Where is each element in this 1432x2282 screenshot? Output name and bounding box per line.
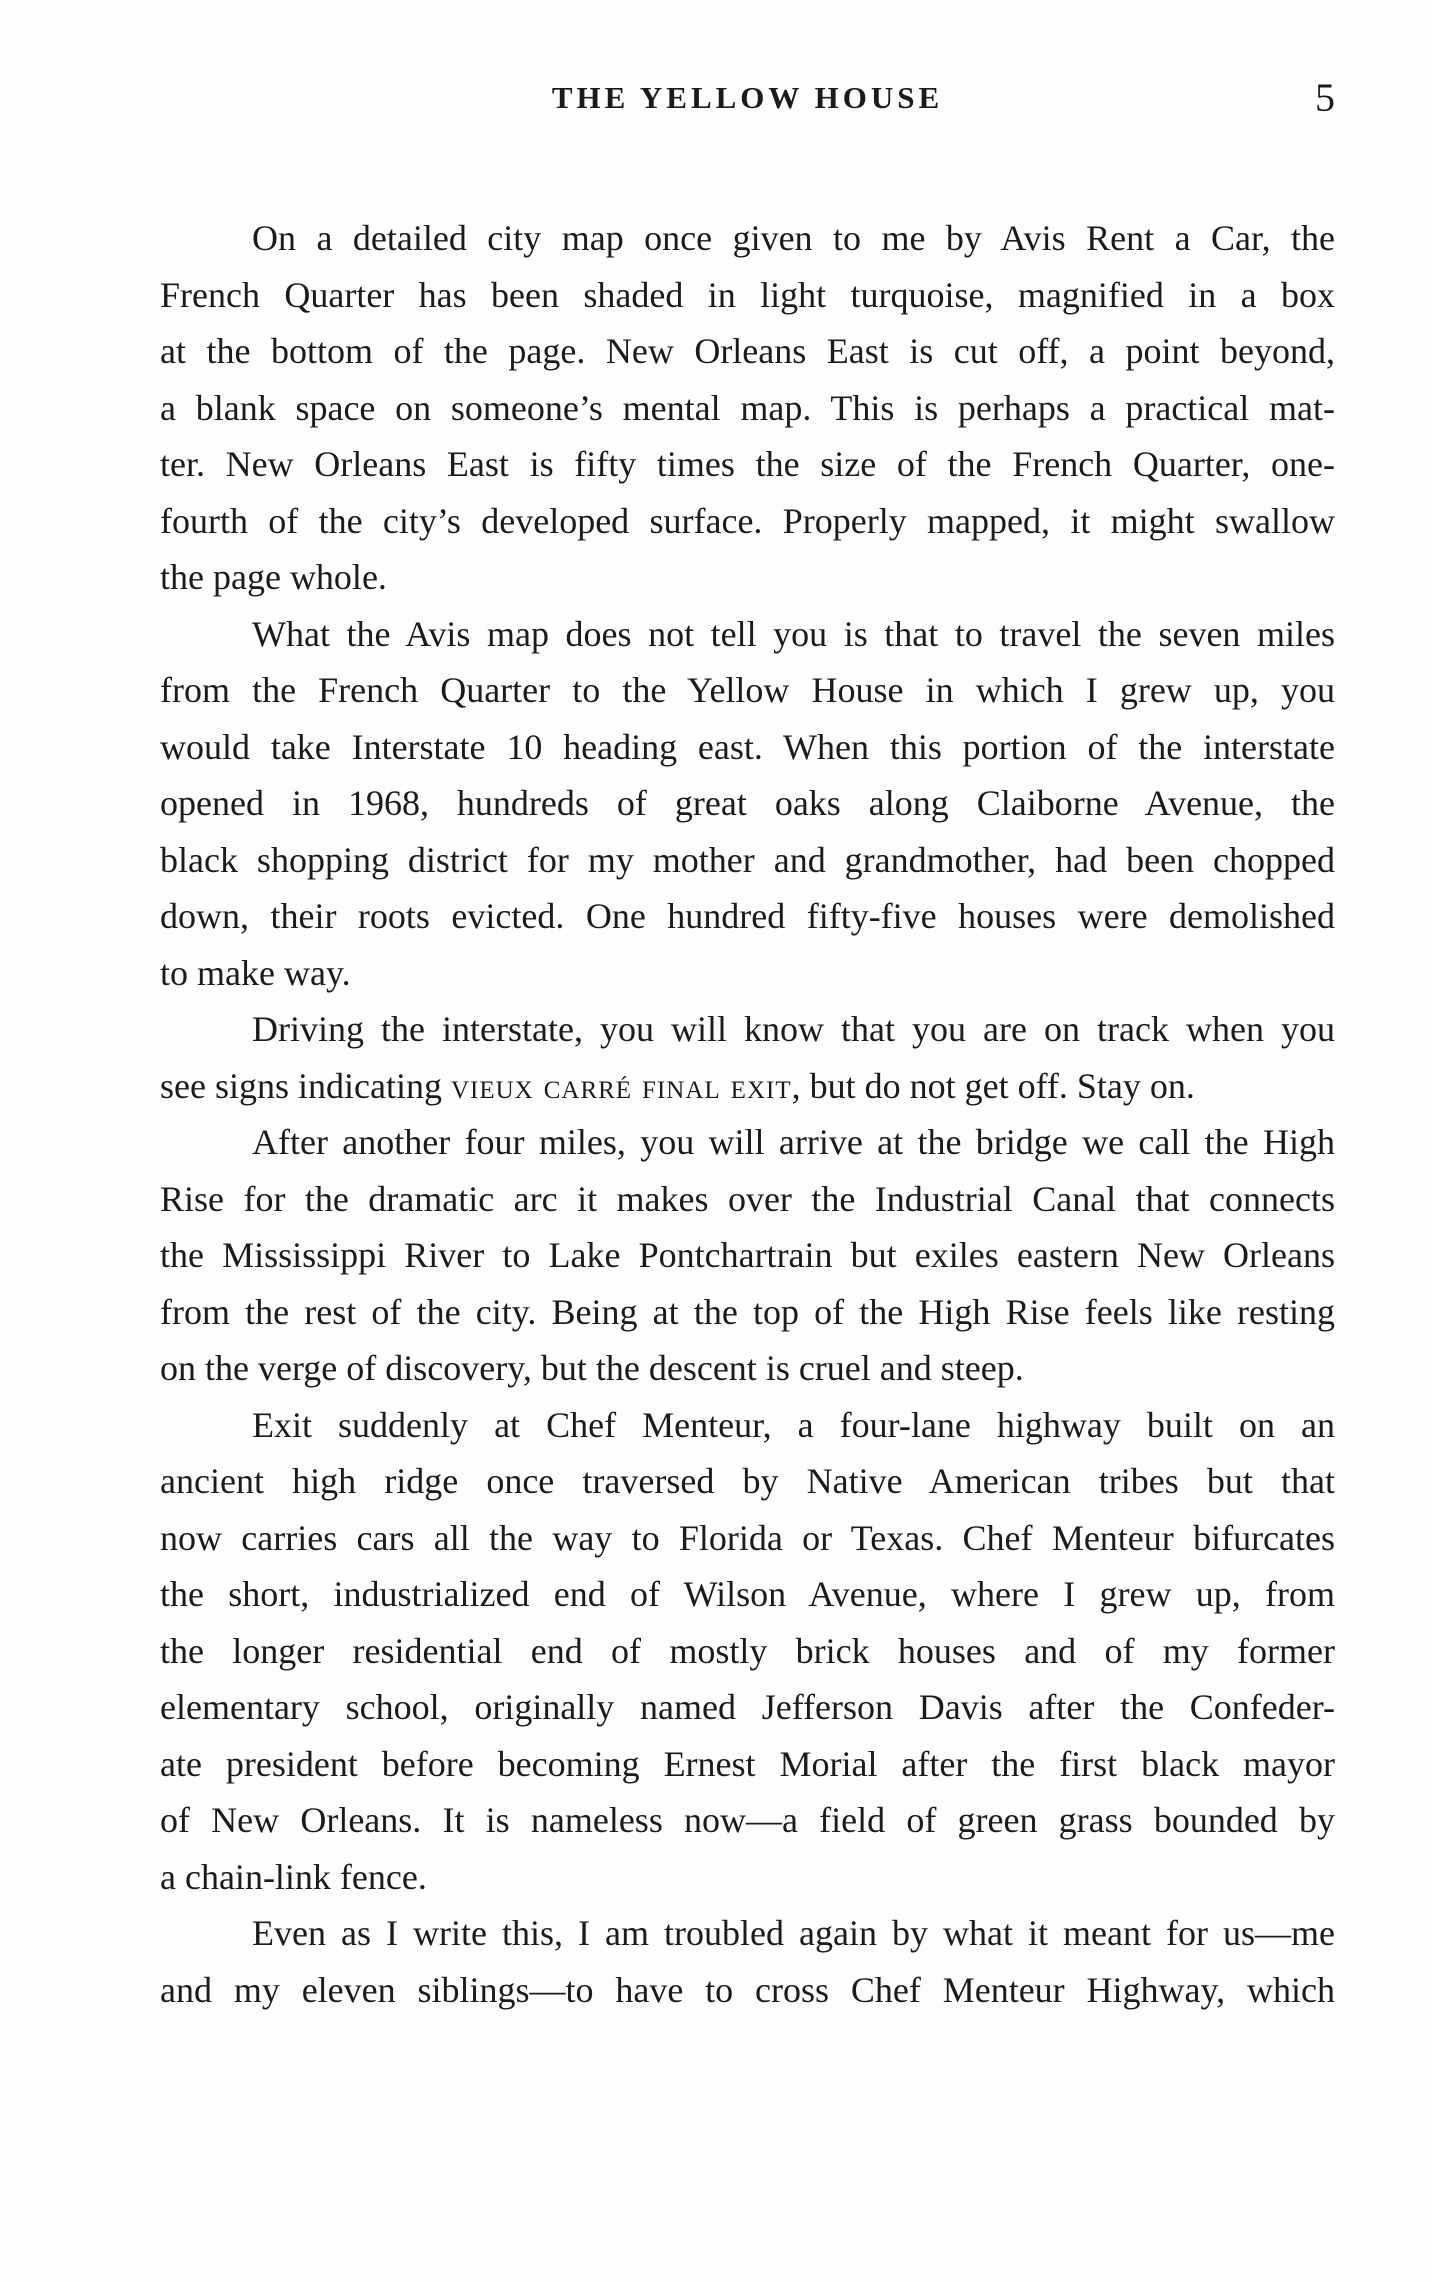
paragraph-avis-map <box>160 210 1335 606</box>
sign-text: vieux carré final exit <box>450 1065 792 1106</box>
paragraph-high-rise <box>160 1114 1335 1397</box>
text-line <box>160 1058 1335 1115</box>
paragraph-driving <box>160 1001 1335 1114</box>
text-line: ate president before becoming Ernest Morial after the first black mayor <box>160 1743 1335 1784</box>
text-line: French Quarter has been shaded in light turquoise, magnified in a box <box>160 274 1335 315</box>
body-text <box>160 210 1335 2018</box>
text-line: a blank space on someone’s mental map. This is perhaps a practical mat- <box>160 387 1335 428</box>
running-title: THE YELLOW HOUSE <box>551 80 944 115</box>
text-line: from the rest of the city. Being at the top of the High Rise feels like resting <box>160 1291 1335 1332</box>
text-line: a chain-link fence. <box>160 1856 427 1897</box>
page-number: 5 <box>1315 75 1335 120</box>
text-line: Even as I write this, I am troubled again by what it meant for us—me <box>252 1913 1335 1953</box>
text-line: and my eleven siblings—to have to cross Chef Menteur Highway, which <box>160 1969 1335 2010</box>
text-line: Rise for the dramatic arc it makes over the Industrial Canal that connects <box>160 1178 1335 1219</box>
text-line: opened in 1968, hundreds of great oaks along Claiborne Avenue, the <box>160 783 1335 823</box>
text-line: at the bottom of the page. New Orleans East is cut off, a point beyond, <box>160 331 1335 371</box>
text-line: the short, industrialized end of Wilson Avenue, where I grew up, from <box>160 1574 1335 1614</box>
text-line: elementary school, originally named Jefferson Davis after the Confeder- <box>160 1687 1335 1727</box>
text-line: ter. New Orleans East is fifty times the size of the French Quarter, one- <box>160 444 1335 484</box>
text-line: from the French Quarter to the Yellow House in which I grew up, you <box>160 670 1335 710</box>
text-line: down, their roots evicted. One hundred fifty-five houses were demolished <box>160 896 1335 936</box>
paragraph-siblings <box>160 1905 1335 2018</box>
text-line: fourth of the city’s developed surface. Properly mapped, it might swallow <box>160 500 1335 541</box>
text-line: Exit suddenly at Chef Menteur, a four-lane highway built on an <box>252 1404 1335 1445</box>
text-line: the Mississippi River to Lake Pontchartrain but exiles eastern New Orleans <box>160 1235 1335 1275</box>
text-line: ancient high ridge once traversed by Native American tribes but that <box>160 1461 1335 1501</box>
text-line: would take Interstate 10 heading east. When this portion of the interstate <box>160 726 1335 767</box>
text-segment: see signs indicating <box>160 1065 451 1106</box>
text-line: What the Avis map does not tell you is that to travel the seven miles <box>252 613 1335 654</box>
text-line: on the verge of discovery, but the descent is cruel and steep. <box>160 1348 1024 1388</box>
text-line: now carries cars all the way to Florida or Texas. Chef Menteur bifurcates <box>160 1517 1335 1558</box>
text-line: black shopping district for my mother and grandmother, had been chopped <box>160 839 1335 880</box>
text-line: On a detailed city map once given to me by Avis Rent a Car, the <box>252 218 1335 258</box>
paragraph-chef-menteur <box>160 1397 1335 1906</box>
text-segment: , but do not get off. Stay on. <box>791 1065 1195 1106</box>
text-line: Driving the interstate, you will know that you are on track when you <box>252 1009 1335 1049</box>
text-line: the page whole. <box>160 557 387 597</box>
text-line: the longer residential end of mostly brick houses and of my former <box>160 1630 1335 1671</box>
paragraph-interstate <box>160 606 1335 1002</box>
text-line: After another four miles, you will arrive at the bridge we call the High <box>252 1122 1335 1162</box>
text-line: of New Orleans. It is nameless now—a field of green grass bounded by <box>160 1800 1335 1840</box>
running-head <box>160 75 1335 128</box>
text-line: to make way. <box>160 952 351 993</box>
